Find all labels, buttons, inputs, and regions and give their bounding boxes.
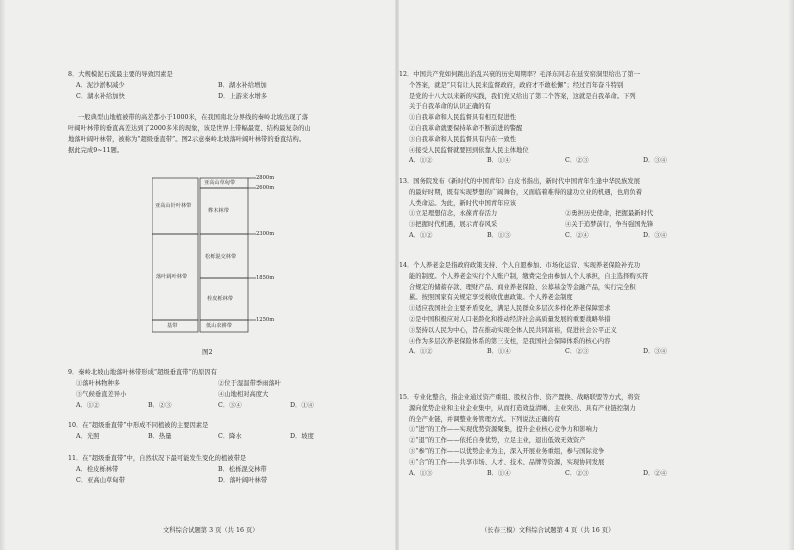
q11-option-d: D．落叶阔叶林带 <box>218 476 268 484</box>
question-8-stem: 8．大规模泥石流最主要的导致因素是 <box>68 71 173 78</box>
q9-item-2: ②位于湿温带季雨落叶 <box>218 380 281 387</box>
question-10 <box>68 422 378 441</box>
q14-line-2: 能的制度。个人养老金实行个人账户制，缴费完全由参加人个人承担，自主选择购买符 <box>409 272 649 280</box>
passage-line-3: 地落叶阔叶林带，被称为“超级垂直带”。图2示意秦岭北坡落叶阔叶林带的垂直结构。 <box>68 135 306 143</box>
q12-line-1: 12．中国共产党如何跳出治乱兴衰的历史周期率？毛泽东同志在延安窑洞里给出了第一 <box>399 71 640 78</box>
q9-item-3: ③气候垂直差异小 <box>76 390 127 398</box>
q15-option-b: B．①④ <box>487 469 511 477</box>
q11-option-b: B．松栎混交林带 <box>218 466 267 473</box>
q13-option-c: C．②④ <box>565 231 589 239</box>
q14-item-4: ④作为多层次养老保险体系的第三支柱，是我国社会保障体系的核心内容 <box>409 337 611 345</box>
zone-label-subalpine-meadow: 亚高山草甸带 <box>204 180 236 186</box>
q14-item-2: ②是中国积极应对人口老龄化和推动经济社会高质量发展的重要战略举措 <box>409 315 611 323</box>
q14-option-b: B．①④ <box>487 348 511 356</box>
page-fold <box>395 0 399 550</box>
q13-item-4: ④关于追梦前行，争当强国先锋 <box>565 221 654 229</box>
q10-option-b: B．热量 <box>148 433 172 440</box>
zone-label-pine-oak: 松栎混交林带 <box>205 254 237 260</box>
question-14 <box>399 262 705 357</box>
q15-line-2: 源向优势企业和主业企业集中，从而打造效益清晰、主业突出、具有产业链控制力 <box>409 404 636 412</box>
q12-item-1: ①自我革命和人民监督具有相互促进性 <box>409 114 517 122</box>
q15-line-1: 15．专业化整合，指企业通过资产重组、股权合作、资产置换、战略联盟等方式，将资 <box>399 394 640 401</box>
question-9 <box>68 369 378 410</box>
q15-item-2: ②“退”的工作——依托自身优势，立足主业，退出低效无效资产 <box>409 437 586 445</box>
q14-line-1: 14．个人养老金是指政府政策支持、个人自愿参加、市场化运营、实现养老保险补充功 <box>399 262 640 269</box>
q8-option-c: C．湖水补给加快 <box>76 92 125 100</box>
question-13 <box>399 178 705 240</box>
q14-option-a: A．①② <box>409 348 433 356</box>
q8-option-b: B．湖水补给增加 <box>218 82 267 89</box>
question-15 <box>399 394 705 478</box>
q14-line-4: 累。按照国家有关规定享受税收优惠政策。个人养老金制度 <box>409 294 573 302</box>
zone-label-birch: 桦木林带 <box>208 208 229 214</box>
elevation-2300: 2300m <box>256 231 275 237</box>
question-10-stem: 10．在“超级垂直带”中形成不同植被的主要因素是 <box>68 422 209 429</box>
q13-line-1: 13．国务院发布《新时代的中国青年》白皮书指出，新时代中国青年生逢中华民族发展 <box>399 178 640 185</box>
q15-option-a: A．①③ <box>409 469 433 477</box>
q12-item-3: ③自我革命和人民监督具有内在一致性 <box>409 135 517 143</box>
passage-line-2: 叶阔叶林带的垂直高差达到了2000多米的现象，该是世界上带幅最宽、结构最复杂的山 <box>68 124 311 132</box>
q14-line-3: 合规定的储蓄存款、理财产品、商业养老保险、公募基金等金融产品，实行完全积 <box>409 283 636 291</box>
q13-line-3: 人类命运。为此，新时代中国青年应该 <box>409 199 517 207</box>
q15-option-d: D．②④ <box>643 469 667 477</box>
elevation-1850: 1850m <box>256 275 275 281</box>
zone-label-subalpine-conifer: 亚高山针叶林带 <box>155 203 192 209</box>
question-11-stem: 11．在“超级垂直带”中，自然状况下最可能发生变化的植被带是 <box>68 455 247 462</box>
q15-item-3: ③“参”的工作——以优势企业为主，深入开展业务重组，参与国际竞争 <box>409 447 605 455</box>
q15-option-c: C．②③ <box>565 469 589 477</box>
q9-option-d: D．①④ <box>290 401 314 409</box>
passage <box>68 114 378 155</box>
elevation-2600: 2600m <box>256 185 275 191</box>
q14-item-1: ①适应我国社会主要矛盾变化，满足人民群众多层次多样化养老保障需求 <box>409 305 611 313</box>
zone-label-farmland: 低山农耕带 <box>206 323 232 329</box>
q13-option-d: D．③④ <box>643 231 667 239</box>
q9-option-b: B．②③ <box>148 401 172 409</box>
q12-item-4: ④接受人民监督就要回到依靠人民主体地位 <box>409 146 529 154</box>
q12-option-c: C．②③ <box>565 157 589 165</box>
q13-item-1: ①立足理想信念，永葆青春活力 <box>409 210 498 218</box>
question-8 <box>68 71 368 101</box>
q9-item-1: ①落叶林物种多 <box>76 380 121 387</box>
q9-item-4: ④山地相对高度大 <box>218 390 269 398</box>
left-edge-shadow <box>0 0 6 550</box>
vegetation-zone-diagram <box>152 176 302 334</box>
passage-line-1: 一般典型山地植被带的高差都小于1000米，在我国南北分界线的秦岭北坡出现了落 <box>78 114 309 121</box>
q13-item-3: ③把握时代机遇，展示青春风采 <box>409 221 498 229</box>
q10-option-a: A．光照 <box>76 433 100 440</box>
q15-item-4: ④“合”的工作——共享市场、人才、技术、品牌等资源，实现协同发展 <box>409 458 605 466</box>
q11-option-a: A．栓皮栎林带 <box>76 466 119 473</box>
q12-line-2: 个答案，就是“只有让人民来监督政府，政府才不敢松懈”；经过百年奋斗特别 <box>409 81 624 89</box>
left-page-footer: 文科综合试题第 3 页（共 16 页） <box>163 527 259 534</box>
elevation-2800: 2800m <box>256 175 275 181</box>
q10-option-d: D．坡度 <box>290 433 314 440</box>
q12-option-b: B．①④ <box>487 157 511 165</box>
passage-line-4: 据此完成9~11题。 <box>68 146 124 154</box>
zone-label-base: 基带 <box>167 323 178 329</box>
q13-item-2: ②勇担历史使命，把握最新时代 <box>565 210 654 218</box>
zone-label-deciduous-broadleaf: 落叶阔叶林带 <box>156 274 188 280</box>
right-edge-shadow <box>788 0 794 550</box>
q12-line-3: 是党的十八大以来新的实践，我们党又给出了第二个答案，这就是自我革命。下列 <box>409 92 636 100</box>
q15-line-3: 的全产业链，并调整业务管理方式。下列说法正确的有 <box>409 415 561 423</box>
q12-item-2: ②自我革命就要保持革命不断前进的警醒 <box>409 124 523 132</box>
q9-option-c: C．③④ <box>218 401 242 409</box>
q13-option-b: B．①③ <box>487 231 511 239</box>
q8-option-d: D．上游来水增多 <box>218 92 268 100</box>
q9-option-a: A．①② <box>76 401 100 409</box>
q12-option-d: D．③④ <box>643 157 667 165</box>
q12-option-a: A．①② <box>409 157 433 165</box>
q11-option-c: C．亚高山草甸带 <box>76 476 125 484</box>
q12-line-4: 关于自我革命的认识正确的有 <box>409 103 491 111</box>
q14-option-c: C．②③ <box>565 348 589 356</box>
right-page <box>397 0 794 550</box>
q8-option-a: A．泥沙淤积减少 <box>76 82 125 89</box>
figure-caption: 图2 <box>202 348 213 356</box>
elevation-1250: 1250m <box>256 317 275 323</box>
q15-item-1: ①“进”的工作——实现优势资源聚集，提升企业核心竞争力和影响力 <box>409 426 599 434</box>
q14-option-d: D．③④ <box>643 348 667 356</box>
zone-label-cork-oak: 栓皮栎林带 <box>207 296 233 302</box>
question-11 <box>68 455 378 485</box>
q10-option-c: C．降水 <box>218 433 242 440</box>
q13-option-a: A．①② <box>409 231 433 239</box>
q14-item-3: ③坚持以人民为中心，旨在推动实现全体人民共同富裕，促进社会公平正义 <box>409 326 617 334</box>
q13-line-2: 的最好时期，既有实现梦想的广阔舞台，又面临着难得的建功立业的机遇，也肩负着 <box>409 188 642 196</box>
question-12 <box>399 71 705 166</box>
question-9-stem: 9．秦岭北坡山地落叶林带形成“超级垂直带”的原因有 <box>68 369 217 376</box>
right-page-footer: （长春三模）文科综合试题第 4 页（共 16 页） <box>481 527 615 534</box>
